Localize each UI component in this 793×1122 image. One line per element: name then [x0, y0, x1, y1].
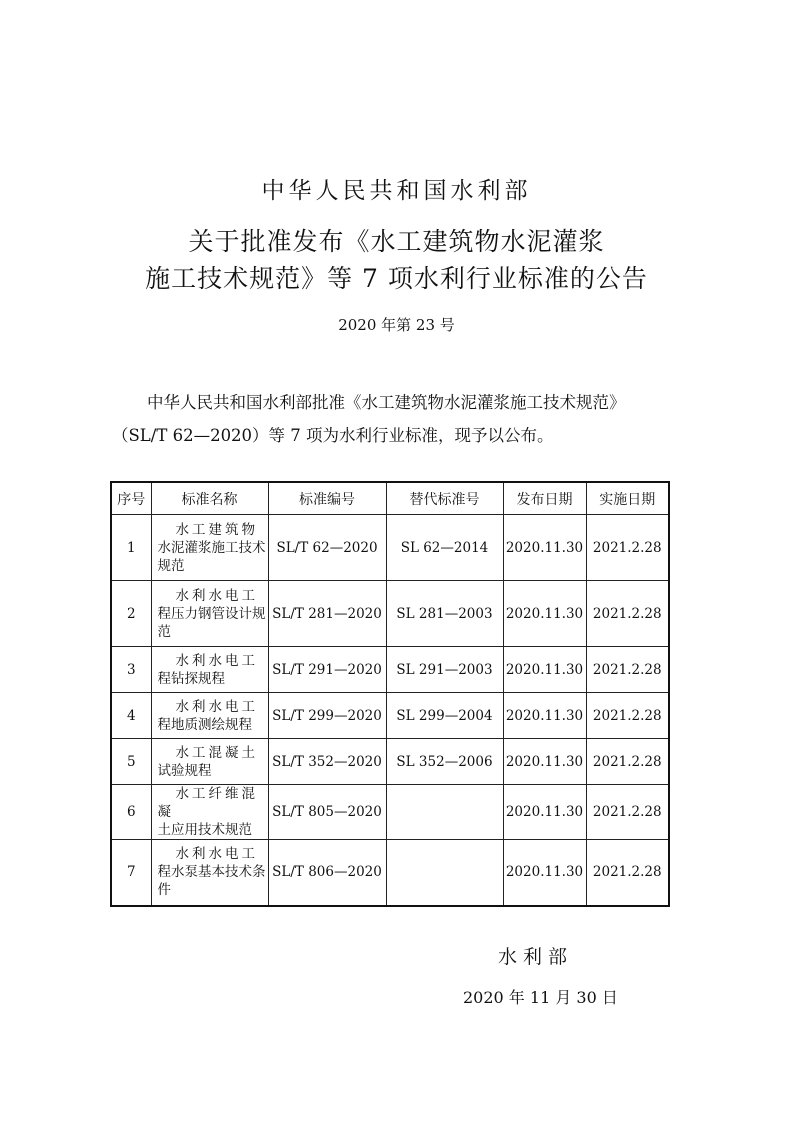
col-header-effective: 实施日期	[586, 482, 669, 515]
cell-name-rest: 程水泵基本技术条件	[157, 864, 266, 899]
standards-table	[110, 481, 670, 907]
cell-name-first-line: 水利水电工	[175, 846, 258, 863]
cell-replaces	[386, 840, 503, 906]
cell-effective: 2021.2.28	[586, 785, 669, 840]
col-header-no: 序号	[111, 482, 151, 515]
table-row	[111, 785, 669, 840]
table-row	[111, 693, 669, 739]
col-header-name: 标准名称	[151, 482, 268, 515]
document-number: 2020 年第 23 号	[338, 316, 455, 334]
cell-name-first-line: 水利水电工	[175, 652, 258, 669]
cell-effective: 2021.2.28	[586, 581, 669, 647]
cell-published: 2020.11.30	[503, 785, 586, 840]
cell-code: SL/T 805—2020	[268, 785, 386, 840]
cell-code: SL/T 806—2020	[268, 840, 386, 906]
cell-no: 5	[111, 739, 151, 785]
announcement-paragraph: 中华人民共和国水利部批准《水工建筑物水泥灌浆施工技术规范》（SL/T 62—2020）等 7 项为水利行业标准，现予以公布。	[112, 393, 626, 445]
cell-effective: 2021.2.28	[586, 515, 669, 581]
cell-published: 2020.11.30	[503, 840, 586, 906]
cell-replaces: SL 352—2006	[386, 739, 503, 785]
cell-replaces: SL 299—2004	[386, 693, 503, 739]
cell-name	[151, 647, 268, 693]
cell-code: SL/T 299—2020	[268, 693, 386, 739]
table-header-row	[111, 482, 669, 515]
col-header-replaces: 替代标准号	[386, 482, 503, 515]
cell-name-first-line: 水工纤维混凝	[157, 786, 258, 820]
cell-name	[151, 785, 268, 840]
col-header-code: 标准编号	[268, 482, 386, 515]
cell-name-first-line: 水工建筑物	[175, 521, 258, 538]
title-line-2: 施工技术规范》等 7 项水利行业标准的公告	[145, 264, 648, 293]
table-row	[111, 647, 669, 693]
cell-name-first-line: 水工混凝土	[175, 744, 258, 761]
cell-name-rest: 土应用技术规范	[157, 822, 252, 838]
col-header-published: 发布日期	[503, 482, 586, 515]
cell-published: 2020.11.30	[503, 647, 586, 693]
signature-date: 2020 年 11 月 30 日	[463, 988, 618, 1007]
cell-name	[151, 515, 268, 581]
cell-name-rest: 试验规程	[157, 762, 212, 779]
cell-published: 2020.11.30	[503, 515, 586, 581]
table-row	[111, 840, 669, 906]
cell-name-rest: 程压力钢管设计规范	[157, 605, 266, 640]
signatory: 水利部	[498, 946, 574, 968]
cell-replaces: SL 62—2014	[386, 515, 503, 581]
cell-no: 7	[111, 840, 151, 906]
cell-code: SL/T 62—2020	[268, 515, 386, 581]
cell-no: 4	[111, 693, 151, 739]
cell-name-rest: 水泥灌浆施工技术规范	[157, 539, 266, 574]
cell-name-first-line: 水利水电工	[175, 587, 258, 604]
cell-name-rest: 程地质测绘规程	[157, 716, 252, 733]
issuer-heading: 中华人民共和国水利部	[261, 178, 532, 204]
cell-code: SL/T 291—2020	[268, 647, 386, 693]
cell-effective: 2021.2.28	[586, 840, 669, 906]
cell-code: SL/T 352—2020	[268, 739, 386, 785]
table-row	[111, 515, 669, 581]
cell-replaces	[386, 785, 503, 840]
cell-published: 2020.11.30	[503, 739, 586, 785]
table-row	[111, 739, 669, 785]
cell-name	[151, 840, 268, 906]
cell-name-rest: 程钻探规程	[157, 670, 225, 687]
cell-replaces: SL 291—2003	[386, 647, 503, 693]
cell-replaces: SL 281—2003	[386, 581, 503, 647]
cell-effective: 2021.2.28	[586, 693, 669, 739]
cell-name	[151, 693, 268, 739]
cell-effective: 2021.2.28	[586, 739, 669, 785]
cell-no: 1	[111, 515, 151, 581]
cell-name	[151, 581, 268, 647]
cell-code: SL/T 281—2020	[268, 581, 386, 647]
cell-no: 2	[111, 581, 151, 647]
cell-name-first-line: 水利水电工	[175, 698, 258, 715]
cell-published: 2020.11.30	[503, 581, 586, 647]
cell-published: 2020.11.30	[503, 693, 586, 739]
title-line-1: 关于批准发布《水工建筑物水泥灌浆	[188, 227, 605, 256]
cell-effective: 2021.2.28	[586, 647, 669, 693]
table-row	[111, 581, 669, 647]
cell-no: 6	[111, 785, 151, 840]
cell-name	[151, 739, 268, 785]
cell-no: 3	[111, 647, 151, 693]
